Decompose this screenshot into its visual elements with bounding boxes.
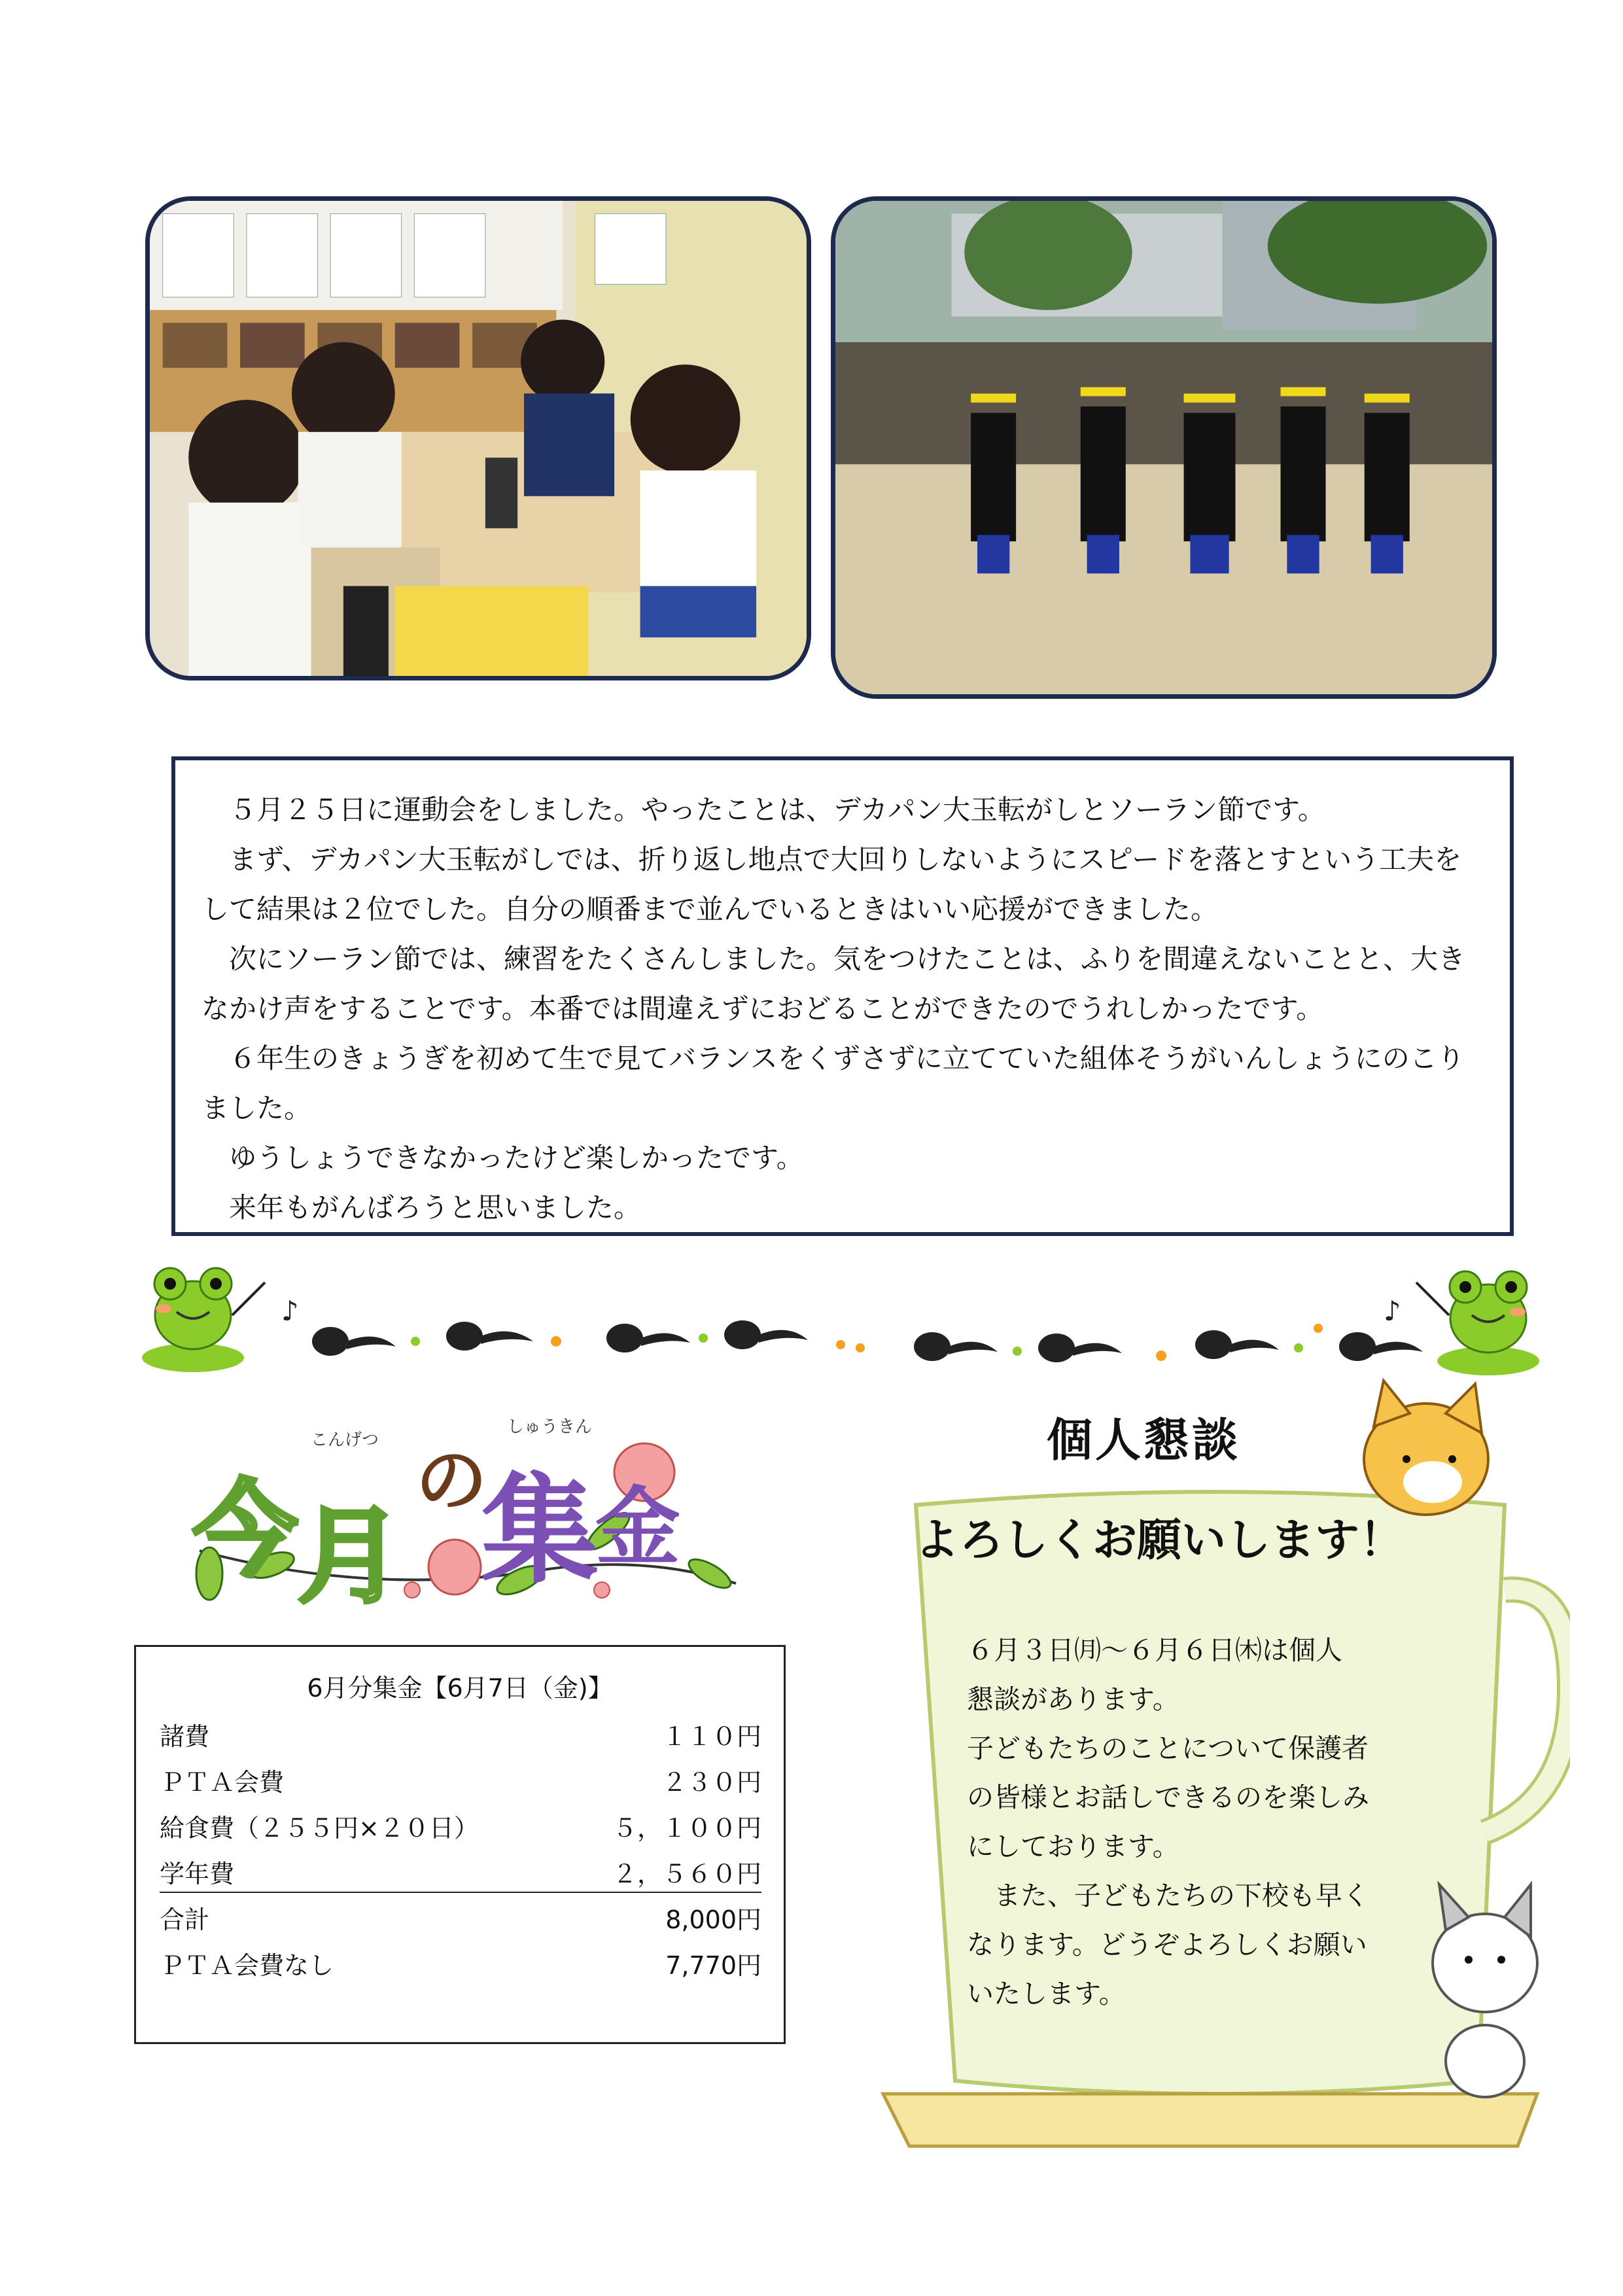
white-cat-icon xyxy=(1433,1884,1537,2097)
report-paragraph: 次にソーラン節では、練習をたくさんしました。気をつけたことは、ふりを間違えないことと、大きなかけ声をすることです。本番では間違えずにおどることができたのでうれしかったです。 xyxy=(201,943,1466,1025)
heading-char: 月 xyxy=(298,1495,403,1617)
fee-row xyxy=(160,1716,761,1756)
heading-char: 集 xyxy=(481,1462,599,1599)
frog-right-icon xyxy=(1416,1271,1539,1375)
interview-subtitle: よろしくお願いします！ xyxy=(915,1515,1405,1566)
fee-label: ＰＴＡ会費 xyxy=(160,1768,285,1797)
fee-value: 8,000円 xyxy=(665,1905,761,1934)
sports-day-report xyxy=(171,756,1514,1236)
report-paragraph: ５月２５日に運動会をしました。やったことは、デカパン大玉転がしとソーラン節です。 xyxy=(201,794,1325,826)
ruby-kongetsu: こんげつ xyxy=(311,1430,379,1450)
fee-table-title: 6月分集金【6月7日（金)】 xyxy=(307,1674,613,1703)
collection-heading xyxy=(173,1400,749,1616)
fee-value: ２３０円 xyxy=(661,1768,761,1797)
interview-title: 個人懇談 xyxy=(1047,1413,1240,1467)
report-paragraph: まず、デカパン大玉転がしでは、折り返し地点で大回りしないようにスピードを落とすという工夫をして結果は２位でした。自分の順番まで並んでいるときはいい応援ができました。 xyxy=(201,843,1462,925)
heading-char: 金 xyxy=(595,1477,681,1577)
report-paragraph: 来年もがんばろうと思いました。 xyxy=(201,1192,642,1224)
notice-line: ６月３日㈪～６月６日㈭は個人 xyxy=(967,1634,1342,1666)
report-paragraph: ６年生のきょうぎを初めて生で見てバランスをくずさずに立てていた組体そうがいんしょうにのこりました。 xyxy=(201,1042,1465,1124)
yellow-cat-icon xyxy=(1364,1381,1488,1515)
fee-row xyxy=(160,1808,761,1847)
notice-line: 子どもたちのことについて保護者 xyxy=(967,1733,1369,1764)
fee-label: ＰＴＡ会費なし xyxy=(160,1951,334,1980)
notice-line: いたします。 xyxy=(967,1978,1126,2009)
fee-value: ２，５６０円 xyxy=(612,1860,761,1888)
classroom-lunch-photo xyxy=(145,196,811,680)
sports-day-photo xyxy=(831,196,1497,699)
fee-label: 合計 xyxy=(160,1905,210,1934)
fee-label: 諸費 xyxy=(160,1722,210,1751)
fee-total-row xyxy=(160,1899,761,1939)
fee-row xyxy=(160,1854,761,1893)
notice-line: 懇談があります。 xyxy=(967,1684,1179,1715)
notice-line: また、子どもたちの下校も早く xyxy=(967,1880,1369,1911)
frog-left-icon xyxy=(142,1268,265,1372)
frog-tadpole-divider xyxy=(141,1243,1547,1394)
fee-row xyxy=(160,1945,761,1985)
heading-char: の xyxy=(415,1439,487,1523)
interview-notice xyxy=(967,1626,1425,2019)
collection-fee-table xyxy=(134,1645,786,2044)
fee-value: １１０円 xyxy=(661,1722,761,1751)
tadpole-row-icon xyxy=(312,1320,1423,1362)
report-paragraph: ゆうしょうできなかったけど楽しかったです。 xyxy=(201,1142,804,1174)
ruby-shuukin: しゅうきん xyxy=(507,1417,593,1437)
heading-char: 今 xyxy=(193,1469,298,1591)
svg-text:♪: ♪ xyxy=(1384,1295,1401,1327)
fee-label: 給食費（２５５円×２０日） xyxy=(160,1814,479,1843)
fee-value: 7,770円 xyxy=(665,1951,761,1980)
svg-text:♪: ♪ xyxy=(281,1295,299,1327)
fee-label: 学年費 xyxy=(160,1860,235,1888)
fee-row xyxy=(160,1762,761,1801)
notice-line: にしております。 xyxy=(967,1831,1179,1862)
notice-line: の皆様とお話しできるのを楽しみ xyxy=(967,1782,1369,1813)
notice-line: なります。どうぞよろしくお願い xyxy=(967,1929,1367,1960)
fee-value: ５，１００円 xyxy=(612,1814,761,1843)
